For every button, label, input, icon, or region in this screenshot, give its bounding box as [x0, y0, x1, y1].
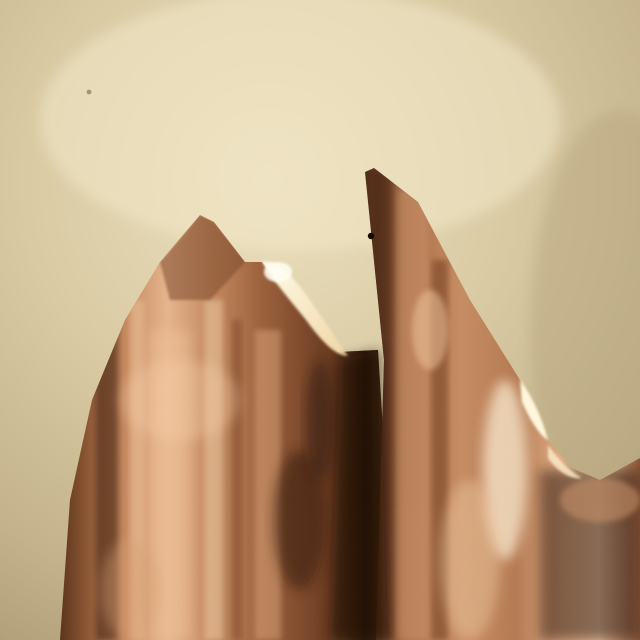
dust-speck: [87, 90, 92, 95]
chip-mark: [368, 233, 374, 239]
background-glow: [40, 0, 560, 250]
